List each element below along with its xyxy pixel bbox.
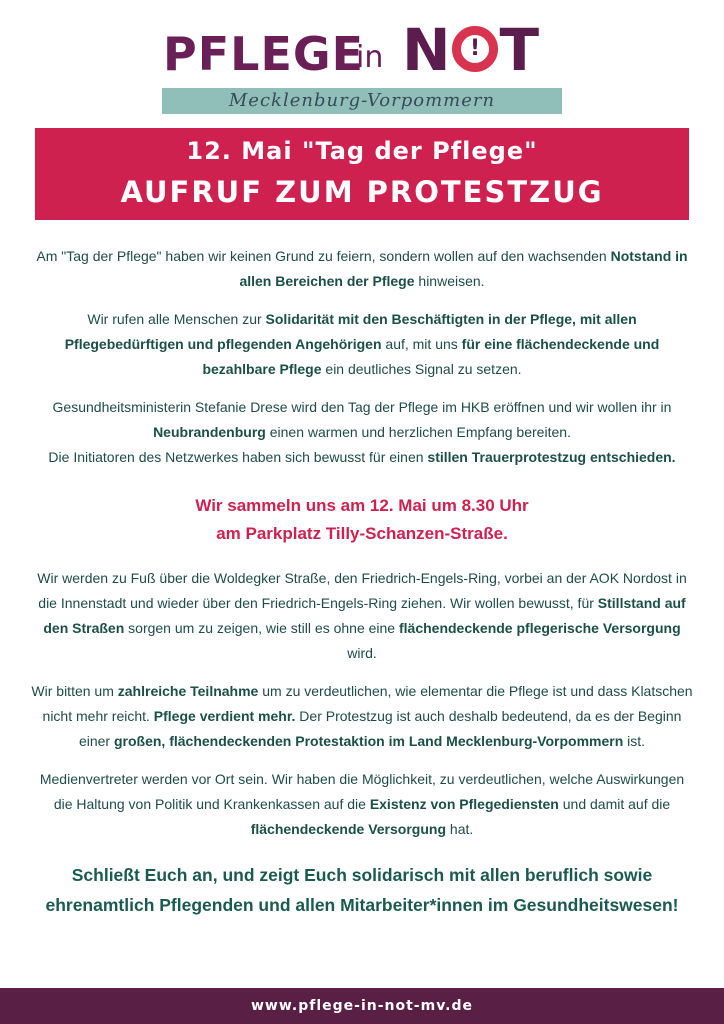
banner-date-line: 12. Mai "Tag der Pflege": [186, 137, 538, 165]
logo-letter-t: T: [499, 16, 539, 84]
paragraph-minister: [30, 395, 694, 470]
lifebuoy-icon: [452, 26, 498, 72]
title-banner: [35, 128, 689, 220]
text: einen warmen und herzlichen Empfang bereiten.: [265, 424, 571, 440]
callout-line: am Parkplatz Tilly-Schanzen-Straße.: [216, 524, 508, 543]
paragraph-intro: [30, 244, 694, 294]
emphasis: zahlreiche Teilnahme: [117, 683, 259, 699]
logo: [0, 18, 724, 88]
body-text: [30, 244, 694, 933]
emphasis: großen, flächendeckenden Protestaktion im Land Mecklenburg-Vorpommern: [113, 733, 624, 749]
closing-appeal: Schließt Euch an, und zeigt Euch solidarisch mit allen beruflich sowie ehrenamtlich Pflegenden und allen Mitarbeiter*innen im Gesundheitswesen!: [45, 865, 679, 915]
emphasis: Notstand in allen Bereichen der Pflege: [239, 248, 688, 289]
text: Wir bitten um: [31, 683, 118, 699]
emphasis: Pflege verdient mehr.: [153, 708, 296, 724]
text: ist.: [623, 733, 646, 749]
text: und damit auf die: [558, 796, 671, 812]
text: hinweisen.: [414, 273, 485, 289]
logo-word-in: in: [356, 40, 384, 75]
text: Wir rufen alle Menschen zur: [87, 311, 266, 327]
text: Medienvertreter werden vor Ort sein. Wir haben die Möglichkeit, zu verdeutlichen, welche Auswirkungen die Haltung von Politik und Krankenkassen auf die: [39, 771, 685, 812]
emphasis: Stillstand auf den Straßen: [43, 595, 686, 636]
text: Die Initiatoren des Netzwerkes haben sich bewusst für einen: [48, 449, 428, 465]
emphasis: Neubrandenburg: [153, 424, 266, 440]
text: ein deutliches Signal zu setzen.: [321, 361, 522, 377]
region-banner: Mecklenburg-Vorpommern: [162, 88, 562, 114]
paragraph-media: [30, 767, 694, 842]
text: um zu verdeutlichen, wie elementar die Pflege ist und dass Klatschen nicht mehr reicht.: [42, 683, 693, 724]
logo-letter-n: N: [402, 16, 450, 84]
logo-word-not: [402, 18, 538, 82]
paragraph-route: [30, 566, 694, 666]
text: auf, mit uns: [381, 336, 462, 352]
text: sorgen um zu zeigen, wie still es ohne eine: [124, 620, 399, 636]
emphasis: flächendeckende pflegerische Versorgung: [398, 620, 681, 636]
text: Der Protestzug ist auch deshalb bedeutend, da es der Beginn einer: [78, 708, 682, 749]
emphasis: Solidarität mit den Beschäftigten in der Pflege, mit allen Pflegebedürftigen und pflegenden Angehörigen: [64, 311, 637, 352]
emphasis: stillen Trauerprotestzug entschieden.: [427, 449, 676, 465]
callout-line: Wir sammeln uns am 12. Mai um 8.30 Uhr: [195, 496, 529, 515]
text: Wir werden zu Fuß über die Woldegker Straße, den Friedrich-Engels-Ring, vorbei an der AOK Nordost in die Innenstadt und wieder über den Friedrich-Engels-Ring ziehen. Wir wollen bewusst, für: [37, 570, 687, 611]
text: Am "Tag der Pflege" haben wir keinen Grund zu feiern, sondern wollen auf den wachsenden: [36, 248, 611, 264]
text: Gesundheitsministerin Stefanie Drese wird den Tag der Pflege im HKB eröffnen und wir wollen ihr in: [52, 399, 672, 415]
logo-word-pflege: PFLEGE: [163, 27, 365, 81]
emphasis: für eine flächendeckende und bezahlbare Pflege: [202, 336, 660, 377]
footer-website: www.pflege-in-not-mv.de: [0, 988, 724, 1024]
banner-headline: AUFRUF ZUM PROTESTZUG: [120, 175, 604, 209]
text: hat.: [446, 821, 474, 837]
text: wird.: [347, 645, 377, 661]
emphasis: flächendeckende Versorgung: [250, 821, 447, 837]
emphasis: Existenz von Pflegediensten: [369, 796, 559, 812]
paragraph-solidarity: [30, 307, 694, 382]
paragraph-participation: [30, 679, 694, 754]
meeting-point-callout: [30, 492, 694, 548]
exclamation-icon: !: [470, 36, 480, 61]
